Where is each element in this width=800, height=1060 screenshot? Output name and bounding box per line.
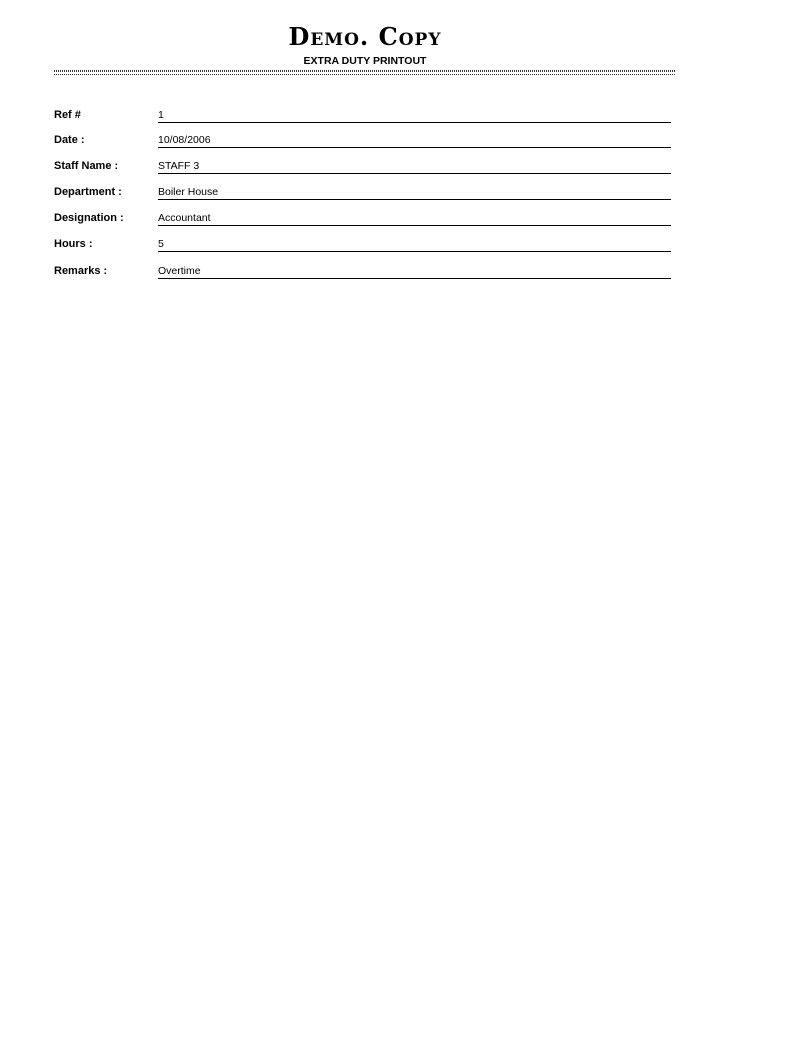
field-value-date: 10/08/2006 <box>158 134 671 148</box>
form-row-staff-name <box>54 156 671 176</box>
field-value-staff-name: STAFF 3 <box>158 160 671 174</box>
field-value-designation: Accountant <box>158 212 671 226</box>
field-value-ref: 1 <box>158 109 671 123</box>
field-value-remarks: Overtime <box>158 265 671 279</box>
form-row-department <box>54 182 671 202</box>
form-row-remarks <box>54 261 671 281</box>
field-label-remarks: Remarks : <box>54 265 108 277</box>
field-value-hours: 5 <box>158 238 671 252</box>
document-title: Demo. Copy <box>288 22 442 51</box>
field-label-staff-name: Staff Name : <box>54 160 119 172</box>
form-row-designation <box>54 208 671 228</box>
form-row-hours <box>54 234 671 254</box>
field-label-department: Department : <box>54 186 122 198</box>
form-row-ref <box>54 105 671 125</box>
field-value-department: Boiler House <box>158 186 671 200</box>
form-row-date <box>54 130 671 150</box>
document-subtitle: EXTRA DUTY PRINTOUT <box>303 55 427 67</box>
field-label-hours: Hours : <box>54 238 93 250</box>
field-label-date: Date : <box>54 134 85 146</box>
field-label-ref: Ref # <box>54 109 81 121</box>
field-label-designation: Designation : <box>54 212 124 224</box>
header-separator <box>54 70 676 77</box>
